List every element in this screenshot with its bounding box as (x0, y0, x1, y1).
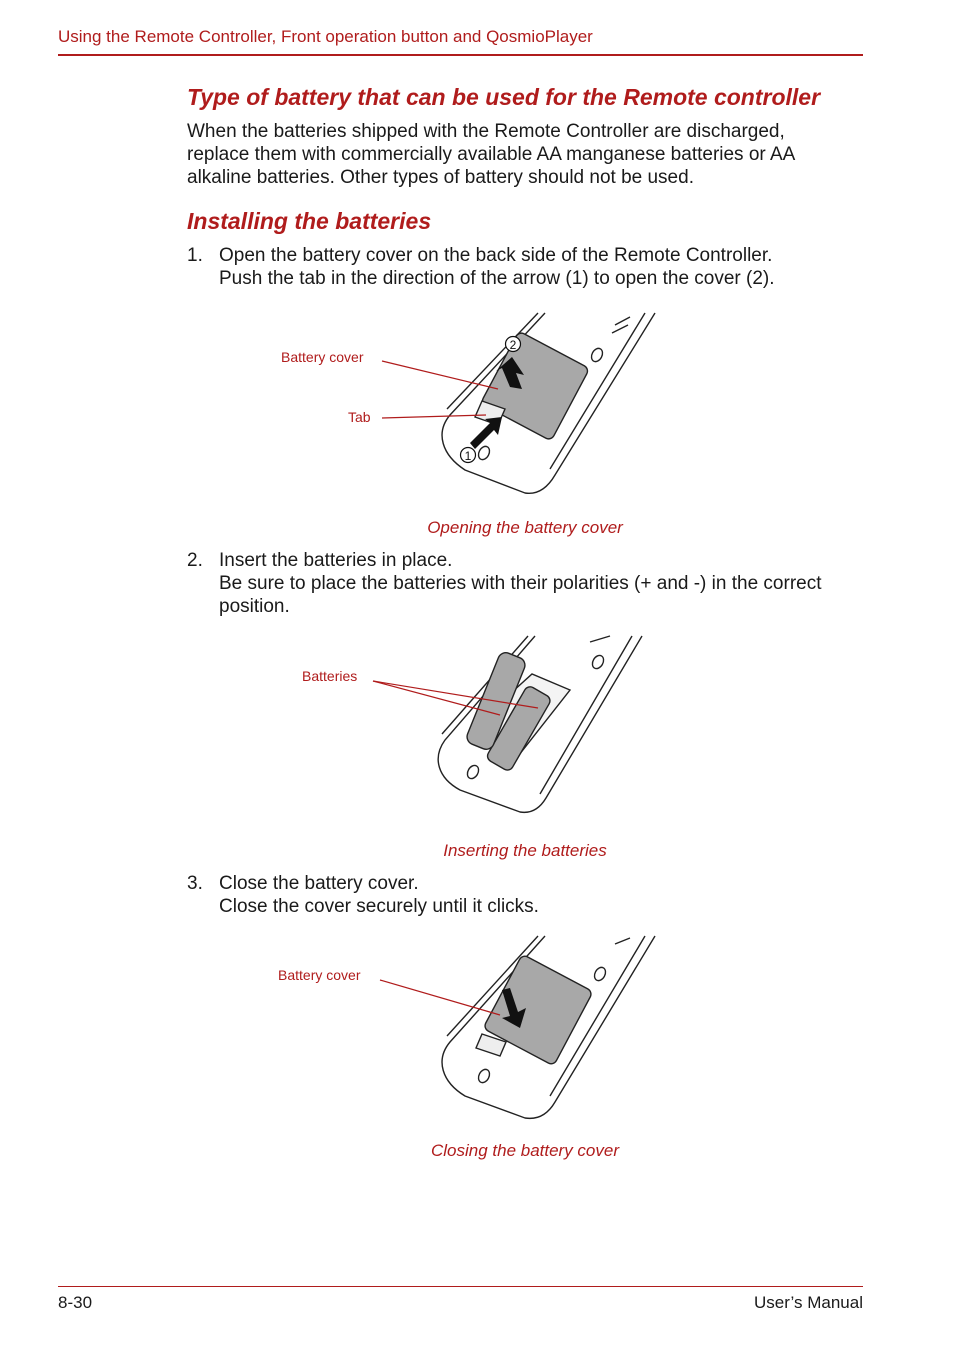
svg-text:2: 2 (509, 338, 517, 352)
callout-battery-cover: Battery cover (278, 967, 361, 983)
step-number: 1. (187, 245, 203, 266)
figure-caption: Opening the battery cover (427, 518, 623, 537)
leader-line (382, 361, 498, 389)
figure-caption: Inserting the batteries (443, 841, 607, 860)
remote-controller-illustration (442, 313, 655, 493)
remote-controller-illustration (438, 636, 642, 812)
battery-type-paragraph (187, 120, 867, 189)
figure-caption: Closing the battery cover (430, 1141, 620, 1160)
leader-line (382, 415, 486, 418)
page-number: 8-30 (58, 1293, 93, 1312)
step-line: Close the cover securely until it clicks. (219, 896, 539, 917)
section-heading-installing: Installing the batteries (187, 208, 432, 234)
header-rule (58, 54, 863, 56)
callout-tab: Tab (348, 409, 371, 425)
paragraph-line: replace them with commercially available AA manganese batteries or AA (187, 144, 796, 165)
step-line: Push the tab in the direction of the arrow (1) to open the cover (2). (219, 268, 775, 289)
manual-title: User’s Manual (754, 1293, 863, 1312)
running-header: Using the Remote Controller, Front operation button and QosmioPlayer (58, 27, 593, 46)
step-line: Close the battery cover. (219, 873, 419, 894)
footer-rule (58, 1286, 863, 1287)
remote-controller-illustration (442, 936, 655, 1118)
step-number: 2. (187, 550, 203, 571)
figure-inserting-batteries (270, 630, 670, 820)
step-line: Insert the batteries in place. (219, 550, 453, 571)
figure-opening-battery-cover (270, 305, 670, 505)
step-line: Be sure to place the batteries with their polarities (+ and -) in the correct (219, 573, 822, 594)
marker-2-icon (506, 337, 521, 353)
step-line: Open the battery cover on the back side of the Remote Controller. (219, 245, 773, 266)
step-number: 3. (187, 873, 203, 894)
marker-1-icon (461, 448, 476, 464)
step-line: position. (219, 596, 290, 617)
figure-closing-battery-cover (270, 930, 670, 1125)
svg-text:1: 1 (464, 449, 472, 463)
callout-batteries: Batteries (302, 668, 358, 684)
paragraph-line: When the batteries shipped with the Remote Controller are discharged, (187, 121, 785, 142)
callout-battery-cover: Battery cover (281, 349, 364, 365)
paragraph-line: alkaline batteries. Other types of battery should not be used. (187, 167, 694, 188)
section-heading-battery-type: Type of battery that can be used for the Remote controller (187, 84, 821, 110)
